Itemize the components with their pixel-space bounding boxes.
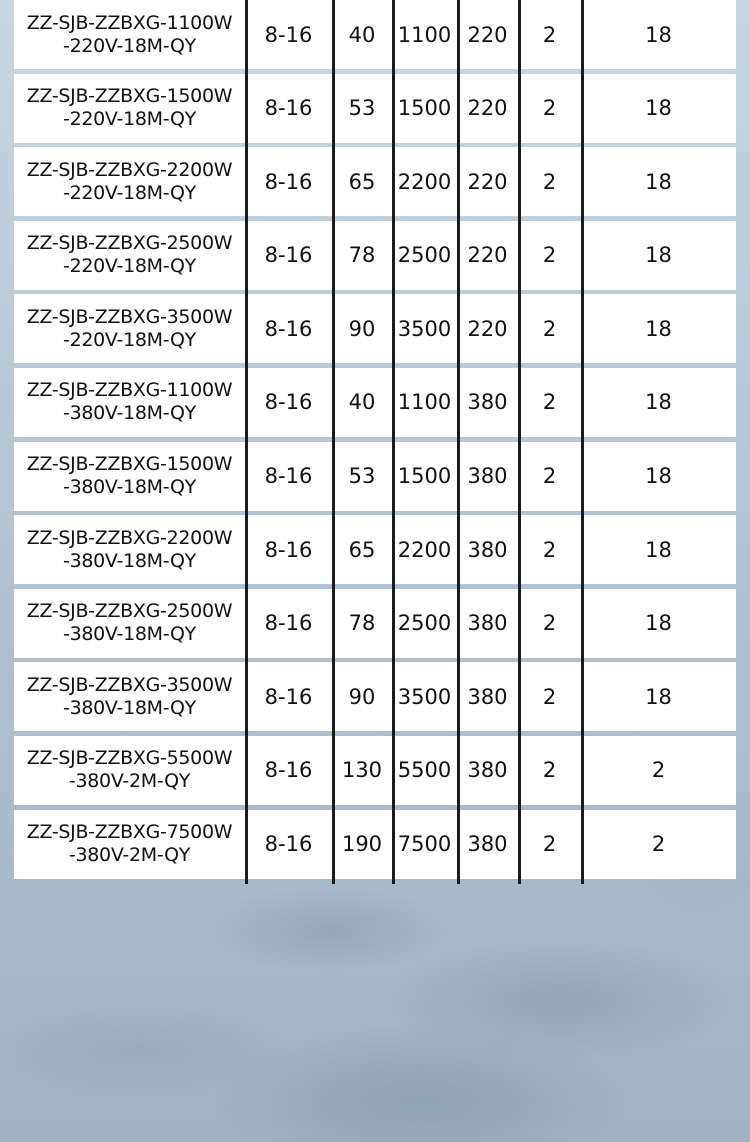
flow-cell: 78 — [348, 611, 376, 636]
power-cell: 2200 — [397, 537, 452, 562]
flow-cell: 40 — [348, 390, 376, 415]
voltage-cell: 380 — [467, 390, 508, 415]
table-row — [14, 515, 736, 584]
voltage-cell: 220 — [467, 96, 508, 121]
model-name-line1: ZZ-SJB-ZZBXG-3500W — [26, 673, 233, 696]
head-cell: 8-16 — [264, 390, 313, 415]
head-cell: 8-16 — [264, 169, 313, 194]
cable-cell: 2 — [542, 684, 557, 709]
table-row — [14, 147, 736, 216]
head-cell: 8-16 — [264, 96, 313, 121]
voltage-cell: 380 — [467, 611, 508, 636]
model-cell — [14, 294, 245, 363]
length-cell: 18 — [645, 316, 672, 341]
length-cell: 18 — [645, 684, 672, 709]
model-cell — [14, 221, 245, 290]
flow-cell: 40 — [348, 22, 376, 47]
power-cell: 2200 — [397, 169, 452, 194]
model-name-line1: ZZ-SJB-ZZBXG-1500W — [26, 453, 233, 476]
table-row — [14, 368, 736, 437]
model-name-line1: ZZ-SJB-ZZBXG-3500W — [26, 305, 233, 328]
cable-cell: 2 — [542, 96, 557, 121]
model-name-line1: ZZ-SJB-ZZBXG-2200W — [26, 526, 233, 549]
voltage-cell: 220 — [467, 316, 508, 341]
column-divider — [245, 0, 248, 884]
model-name-line2: -380V-18M-QY — [63, 549, 196, 572]
voltage-cell: 380 — [467, 832, 508, 857]
model-cell — [14, 368, 245, 437]
cable-cell: 2 — [542, 22, 557, 47]
model-name-line1: ZZ-SJB-ZZBXG-1100W — [26, 379, 233, 402]
head-cell: 8-16 — [264, 832, 313, 857]
power-cell: 2500 — [397, 611, 452, 636]
model-name-line2: -380V-18M-QY — [63, 476, 196, 499]
head-cell: 8-16 — [264, 758, 313, 783]
column-divider — [332, 0, 335, 884]
column-divider — [518, 0, 521, 884]
length-cell: 2 — [651, 832, 666, 857]
flow-cell: 78 — [348, 243, 376, 268]
column-divider — [457, 0, 460, 884]
voltage-cell: 380 — [467, 537, 508, 562]
head-cell: 8-16 — [264, 684, 313, 709]
model-name-line2: -220V-18M-QY — [63, 108, 196, 131]
flow-cell: 53 — [348, 464, 376, 489]
power-cell: 5500 — [397, 758, 452, 783]
table-row — [14, 810, 736, 879]
model-name-line2: -380V-2M-QY — [68, 770, 191, 793]
model-name-line1: ZZ-SJB-ZZBXG-1500W — [26, 85, 233, 108]
flow-cell: 130 — [341, 758, 383, 783]
model-name-line1: ZZ-SJB-ZZBXG-2500W — [26, 600, 233, 623]
model-name-line2: -380V-18M-QY — [63, 696, 196, 719]
table-row — [14, 221, 736, 290]
spec-table — [14, 0, 736, 883]
flow-cell: 53 — [348, 96, 376, 121]
head-cell: 8-16 — [264, 22, 313, 47]
table-row — [14, 74, 736, 143]
power-cell: 1100 — [397, 390, 452, 415]
model-cell — [14, 0, 245, 69]
length-cell: 18 — [645, 464, 672, 489]
flow-cell: 90 — [348, 684, 376, 709]
table-row — [14, 736, 736, 805]
model-name-line2: -220V-18M-QY — [63, 328, 196, 351]
model-name-line2: -220V-18M-QY — [63, 255, 196, 278]
head-cell: 8-16 — [264, 316, 313, 341]
table-row — [14, 294, 736, 363]
model-name-line2: -220V-18M-QY — [63, 181, 196, 204]
voltage-cell: 380 — [467, 464, 508, 489]
power-cell: 2500 — [397, 243, 452, 268]
model-cell — [14, 147, 245, 216]
flow-cell: 190 — [341, 832, 383, 857]
head-cell: 8-16 — [264, 243, 313, 268]
cable-cell: 2 — [542, 243, 557, 268]
voltage-cell: 380 — [467, 684, 508, 709]
power-cell: 1500 — [397, 96, 452, 121]
table-row — [14, 662, 736, 731]
length-cell: 18 — [645, 390, 672, 415]
model-name-line2: -380V-2M-QY — [68, 844, 191, 867]
model-name-line1: ZZ-SJB-ZZBXG-2500W — [26, 232, 233, 255]
model-name-line2: -380V-18M-QY — [63, 402, 196, 425]
model-cell — [14, 589, 245, 658]
cable-cell: 2 — [542, 390, 557, 415]
voltage-cell: 380 — [467, 758, 508, 783]
length-cell: 18 — [645, 611, 672, 636]
flow-cell: 90 — [348, 316, 376, 341]
model-name-line1: ZZ-SJB-ZZBXG-5500W — [26, 747, 233, 770]
cable-cell: 2 — [542, 611, 557, 636]
voltage-cell: 220 — [467, 243, 508, 268]
model-name-line1: ZZ-SJB-ZZBXG-7500W — [26, 821, 233, 844]
model-cell — [14, 74, 245, 143]
model-cell — [14, 662, 245, 731]
cable-cell: 2 — [542, 537, 557, 562]
model-cell — [14, 515, 245, 584]
model-name-line2: -380V-18M-QY — [63, 623, 196, 646]
cable-cell: 2 — [542, 832, 557, 857]
model-name-line1: ZZ-SJB-ZZBXG-2200W — [26, 158, 233, 181]
head-cell: 8-16 — [264, 537, 313, 562]
length-cell: 18 — [645, 22, 672, 47]
flow-cell: 65 — [348, 169, 376, 194]
model-cell — [14, 736, 245, 805]
voltage-cell: 220 — [467, 169, 508, 194]
power-cell: 7500 — [397, 832, 452, 857]
column-divider — [581, 0, 584, 884]
model-cell — [14, 810, 245, 879]
power-cell: 1100 — [397, 22, 452, 47]
table-row — [14, 0, 736, 69]
power-cell: 3500 — [397, 316, 452, 341]
cable-cell: 2 — [542, 316, 557, 341]
model-name-line1: ZZ-SJB-ZZBXG-1100W — [26, 11, 233, 34]
power-cell: 3500 — [397, 684, 452, 709]
model-name-line2: -220V-18M-QY — [63, 34, 196, 57]
cable-cell: 2 — [542, 758, 557, 783]
length-cell: 2 — [651, 758, 666, 783]
table-row — [14, 589, 736, 658]
length-cell: 18 — [645, 537, 672, 562]
table-row — [14, 442, 736, 511]
cable-cell: 2 — [542, 169, 557, 194]
cable-cell: 2 — [542, 464, 557, 489]
length-cell: 18 — [645, 243, 672, 268]
voltage-cell: 220 — [467, 22, 508, 47]
flow-cell: 65 — [348, 537, 376, 562]
length-cell: 18 — [645, 96, 672, 121]
length-cell: 18 — [645, 169, 672, 194]
head-cell: 8-16 — [264, 611, 313, 636]
head-cell: 8-16 — [264, 464, 313, 489]
model-cell — [14, 442, 245, 511]
power-cell: 1500 — [397, 464, 452, 489]
column-divider — [392, 0, 395, 884]
